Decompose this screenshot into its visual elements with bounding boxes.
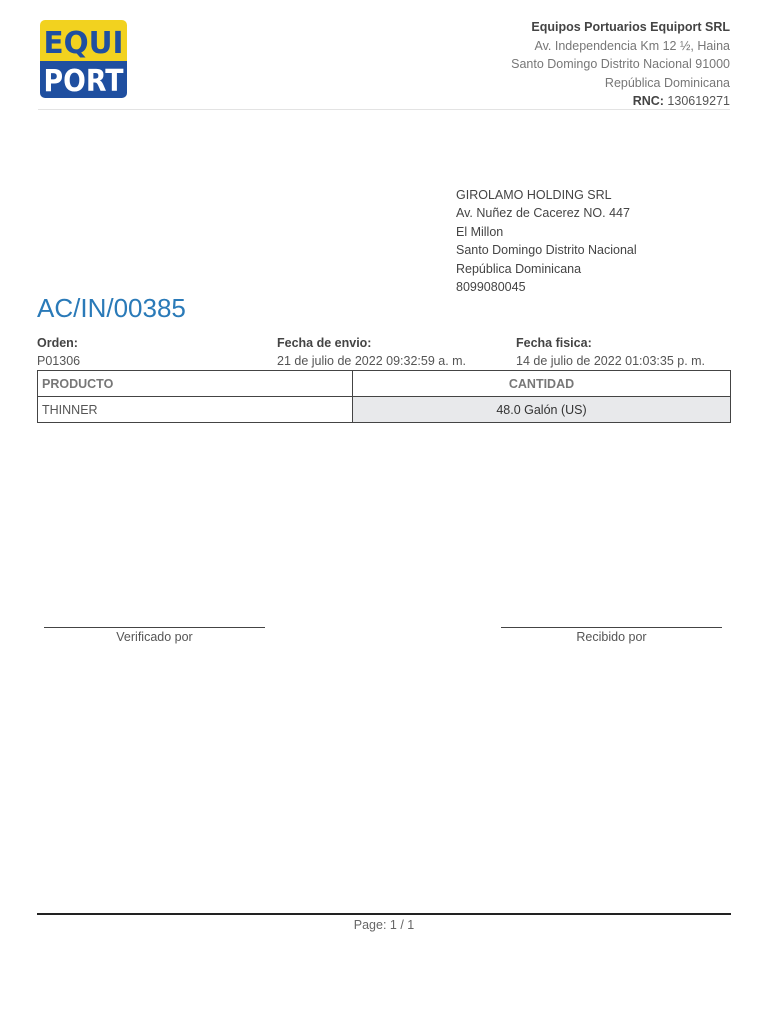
company-address-block: [511, 18, 730, 111]
physical-date-value: 14 de julio de 2022 01:03:35 p. m.: [516, 354, 706, 368]
quantity-cell: 48.0 Galón (US): [353, 397, 731, 423]
physical-date-info: [516, 334, 705, 370]
partner-address-block: [456, 186, 637, 296]
order-label: Orden:: [37, 336, 78, 350]
order-info: [37, 334, 80, 370]
rnc-value: 130619271: [667, 94, 730, 108]
partner-country: República Dominicana: [456, 261, 582, 276]
company-name: Equipos Portuarios Equiport SRL: [531, 20, 730, 34]
header-divider: [38, 109, 730, 110]
footer-divider: [37, 913, 731, 915]
company-logo: [40, 20, 127, 98]
company-rnc: [511, 92, 730, 111]
partner-name: GIROLAMO HOLDING SRL: [456, 188, 612, 202]
document-title: AC/IN/00385: [37, 293, 186, 323]
table-row: [38, 397, 731, 423]
partner-street: Av. Nuñez de Cacerez NO. 447: [456, 206, 630, 221]
product-cell: THINNER: [38, 397, 353, 423]
product-column-header: PRODUCTO: [38, 371, 353, 397]
partner-phone: 8099080045: [456, 280, 526, 295]
send-date-info: [277, 334, 466, 370]
received-by-signature: Recibido por: [501, 627, 722, 644]
quantity-column-header: CANTIDAD: [353, 371, 731, 397]
logo-text-bottom: PORT: [43, 64, 124, 98]
company-country: República Dominicana: [604, 75, 730, 90]
send-date-value: 21 de julio de 2022 09:32:59 a. m.: [277, 354, 467, 368]
table-header-row: [38, 371, 731, 397]
page-number: Page: 1 / 1: [353, 918, 415, 932]
company-address-line1: Av. Independencia Km 12 ½, Haina: [534, 38, 730, 53]
logo-text-top: EQUI: [43, 26, 124, 61]
rnc-label: RNC:: [632, 94, 664, 108]
company-address-line2: Santo Domingo Distrito Nacional 91000: [511, 57, 730, 71]
partner-city: Santo Domingo Distrito Nacional: [456, 243, 637, 258]
product-lines-table: [37, 370, 731, 423]
physical-date-label: Fecha fisica:: [516, 336, 592, 350]
verified-by-signature: Verificado por: [44, 627, 265, 644]
equiport-logo-icon: [40, 20, 127, 98]
order-value: P01306: [37, 354, 81, 368]
partner-area: El Millon: [456, 224, 504, 239]
send-date-label: Fecha de envio:: [277, 336, 372, 350]
